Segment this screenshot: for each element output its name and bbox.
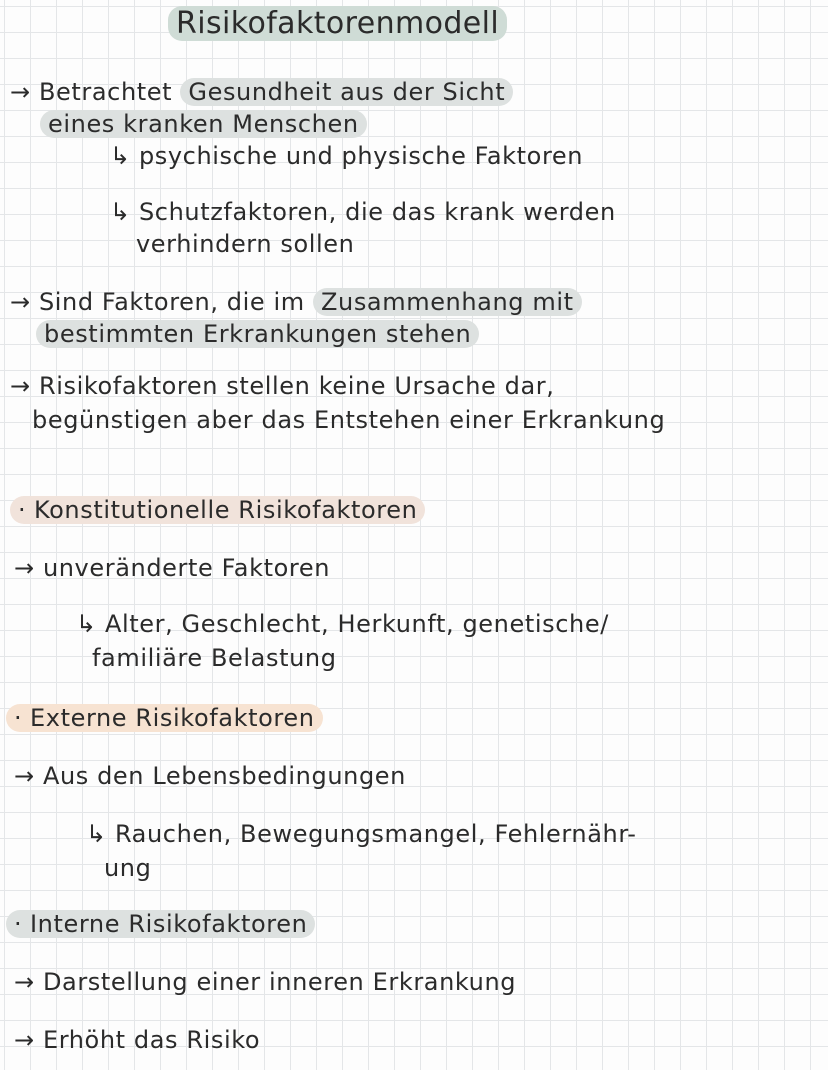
note-line-1-highlight: Gesundheit aus der Sicht (180, 78, 513, 106)
note-line-4: ↳ Schutzfaktoren, die das krank werden (110, 198, 616, 226)
section-heading-internal-highlight (6, 910, 315, 938)
section-heading-internal-text: Interne Risikofaktoren (30, 910, 308, 938)
note-line-6-text: → Sind Faktoren, die im (10, 288, 313, 316)
note-line-5: verhindern sollen (136, 230, 355, 258)
note-line-10: → unveränderte Faktoren (14, 554, 331, 582)
note-line-15: ung (104, 854, 152, 882)
note-line-2-highlight: eines kranken Menschen (40, 110, 367, 138)
bullet-3: · (14, 910, 23, 938)
note-line-8: → Risikofaktoren stellen keine Ursache dar, (10, 372, 555, 400)
note-line-7 (36, 318, 479, 350)
note-line-14: ↳ Rauchen, Bewegungsmangel, Fehlernähr- (86, 820, 637, 848)
note-line-17: → Erhöht das Risiko (14, 1026, 261, 1054)
note-line-3: ↳ psychische und physische Faktoren (110, 142, 584, 170)
section-heading-external-highlight (6, 704, 323, 732)
section-heading-constitutional (10, 494, 425, 526)
note-line-2 (40, 108, 367, 140)
section-heading-constitutional-highlight (10, 496, 425, 524)
note-line-11: ↳ Alter, Geschlecht, Herkunft, genetische/ (76, 610, 609, 638)
bullet-1: · (18, 496, 27, 524)
section-heading-external (6, 702, 323, 734)
section-heading-constitutional-text: Konstitutionelle Risikofaktoren (34, 496, 418, 524)
section-heading-external-text: Externe Risikofaktoren (30, 704, 315, 732)
note-line-9: begünstigen aber das Entstehen einer Erkrankung (32, 406, 666, 434)
note-line-16: → Darstellung einer inneren Erkrankung (14, 968, 517, 996)
note-line-6-highlight: Zusammenhang mit (313, 288, 582, 316)
title-highlight: Risikofaktorenmodell (168, 6, 507, 41)
page-title (168, 6, 507, 42)
note-line-6 (10, 286, 582, 318)
note-line-13: → Aus den Lebensbedingungen (14, 762, 406, 790)
note-line-12: familiäre Belastung (92, 644, 337, 672)
note-line-1-text: → Betrachtet (10, 78, 181, 106)
note-line-1 (10, 76, 513, 108)
section-heading-internal (6, 908, 315, 940)
bullet-2: · (14, 704, 23, 732)
note-line-7-highlight: bestimmten Erkrankungen stehen (36, 320, 479, 348)
